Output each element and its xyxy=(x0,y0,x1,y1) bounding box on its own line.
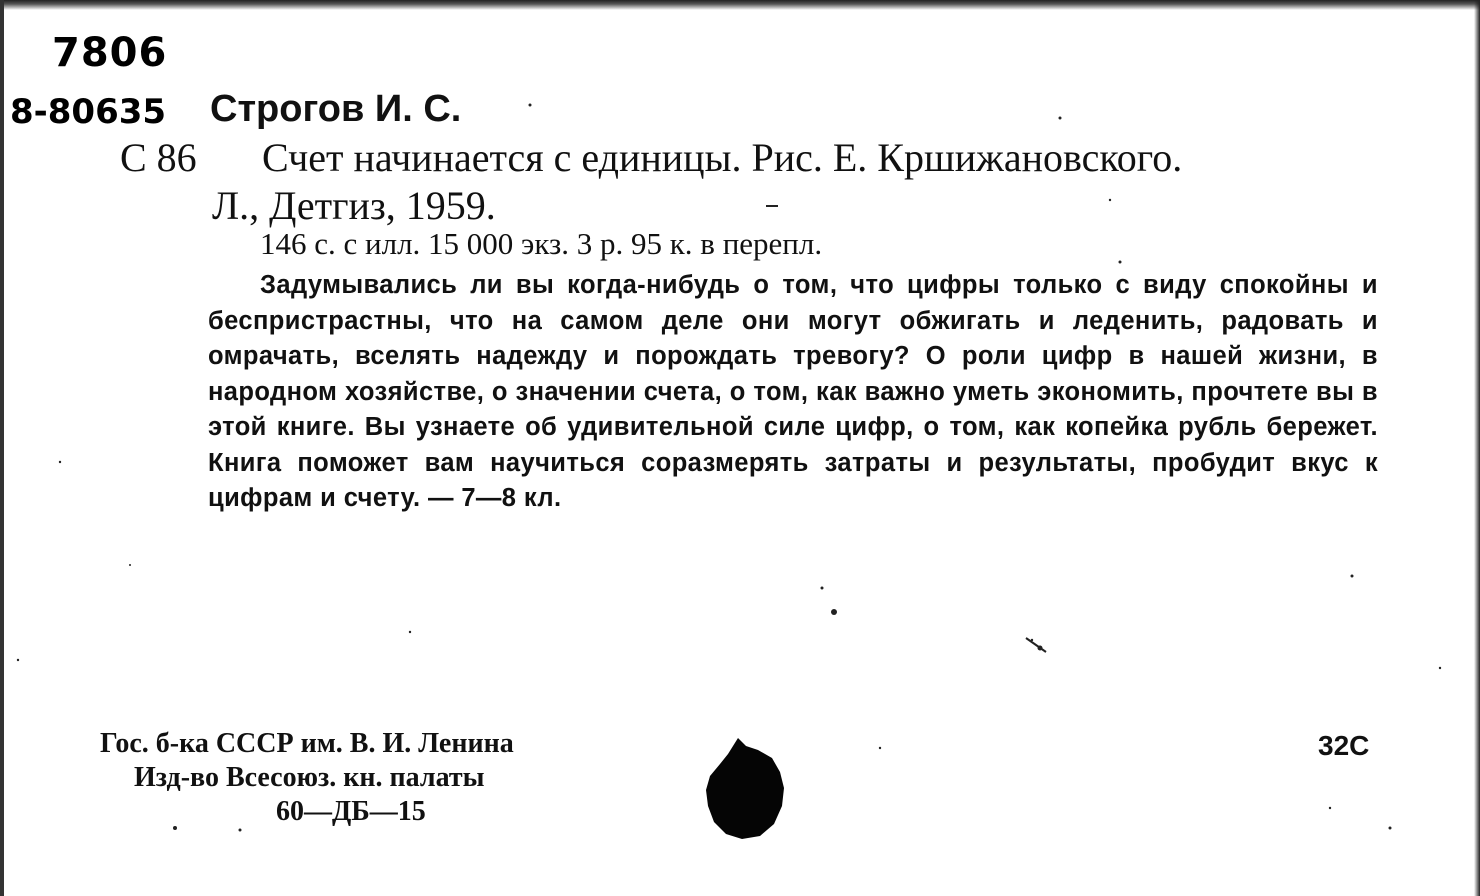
title-statement: Счет начинается с единицы. Рис. Е. Кршижановского. xyxy=(262,135,1183,180)
card-right-edge xyxy=(1474,0,1480,896)
footer-code: 60—ДБ—15 xyxy=(276,796,426,827)
footer-library: Гос. б-ка СССР им. В. И. Ленина xyxy=(100,728,514,759)
card-left-edge xyxy=(0,0,4,896)
author-heading: Строгов И. С. xyxy=(210,88,462,130)
ink-blot xyxy=(700,736,790,840)
card-number: 32С xyxy=(1318,730,1370,761)
handwritten-inventory-number: 8-80635 xyxy=(10,92,167,132)
annotation-text: Задумывались ли вы когда-нибудь о том, что цифры только с виду спокойны и беспристрастны, что на самом деле они могут обжигать и леденить, радовать и омрачать, вселять надежду и порождать тревогу? О роли цифр в нашей жизни, в народном хозяйстве, о значении счета, о том, как важно уметь экономить, прочтете вы в этой книге. Вы узнаете об удивительной силе цифр, о том, как копейка рубль бережет. Книга поможет вам научиться соразмерять затраты и результаты, пробудит вкус к цифрам и счету. — 7—8 кл. xyxy=(208,271,1378,512)
shelf-mark: С 86 xyxy=(120,135,197,180)
collation: 146 с. с илл. 15 000 экз. 3 р. 95 к. в перепл. xyxy=(260,226,823,261)
imprint: Л., Детгиз, 1959. xyxy=(212,183,496,228)
handwritten-accession-number: 7806 xyxy=(52,30,168,76)
card-top-edge xyxy=(0,0,1480,10)
footer-publisher: Изд-во Всесоюз. кн. палаты xyxy=(134,762,485,793)
